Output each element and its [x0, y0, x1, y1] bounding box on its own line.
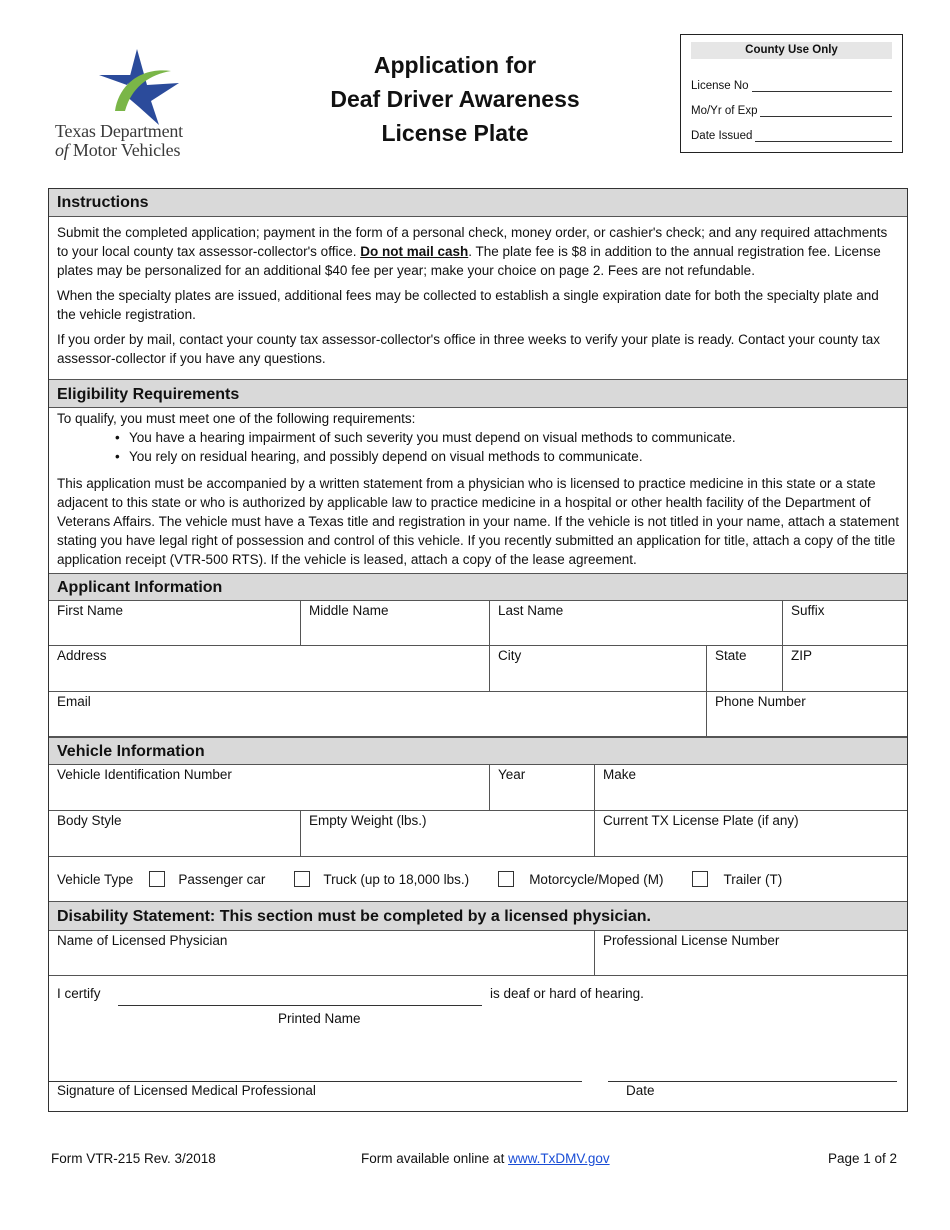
- logo-text: [55, 121, 225, 159]
- instructions-p1: Submit the completed application; payment in the form of a personal check, money order, or cashier's check; and any required attachments to your local county tax assessor-collector's office. Do not mail cash. The plate fee is $8 in addition to the annual registration fee. License plates may be personalized for an additional $40 fee per year; make your choice on page 2. Fees are not refundable.: [57, 225, 888, 278]
- printed-name-line[interactable]: [118, 1005, 482, 1006]
- applicant-row-name: [49, 601, 907, 646]
- county-date-issued[interactable]: Date Issued: [691, 117, 892, 142]
- certify-label: I certify: [57, 986, 101, 1001]
- signature-line[interactable]: [49, 1081, 582, 1082]
- vehicle-type-label: Vehicle Type: [57, 871, 134, 887]
- body-style-field[interactable]: Body Style: [49, 811, 301, 856]
- star-icon: [55, 45, 225, 125]
- vehicle-row-1: [49, 765, 907, 811]
- certification-section: [49, 976, 907, 1111]
- vin-field[interactable]: Vehicle Identification Number: [49, 765, 490, 810]
- eligibility-body: [49, 408, 907, 573]
- instructions-p2: When the specialty plates are issued, additional fees may be collected to establish a single expiration date for both the specialty plate and the vehicle registration.: [57, 288, 879, 322]
- city-field[interactable]: City: [490, 646, 707, 691]
- logo-line-1: Texas Department: [55, 121, 183, 141]
- application-form: [48, 188, 908, 1112]
- date-line[interactable]: [608, 1081, 897, 1082]
- last-name-field[interactable]: Last Name: [490, 601, 783, 645]
- county-use-box: [680, 34, 903, 153]
- disability-heading: Disability Statement: This section must be completed by a licensed physician.: [49, 902, 907, 931]
- page-title: [295, 48, 615, 150]
- current-plate-field[interactable]: Current TX License Plate (if any): [603, 813, 799, 828]
- physician-name-field[interactable]: Name of Licensed Physician: [49, 931, 595, 975]
- instructions-heading: Instructions: [49, 189, 907, 217]
- date-label: Date: [626, 1083, 655, 1098]
- state-field[interactable]: State: [707, 646, 783, 691]
- txdmv-logo: [55, 45, 225, 165]
- motorcycle-label: Motorcycle/Moped (M): [529, 871, 664, 887]
- county-use-heading: County Use Only: [691, 42, 892, 59]
- eligibility-list: [115, 428, 899, 466]
- physician-row: [49, 931, 907, 976]
- eligibility-heading: Eligibility Requirements: [49, 379, 907, 408]
- passenger-car-label: Passenger car: [178, 871, 266, 887]
- empty-weight-field[interactable]: Empty Weight (lbs.): [301, 811, 595, 856]
- make-field[interactable]: Make: [603, 767, 637, 782]
- suffix-field[interactable]: Suffix: [791, 603, 825, 618]
- first-name-field[interactable]: First Name: [49, 601, 301, 645]
- truck-label: Truck (up to 18,000 lbs.): [323, 871, 470, 887]
- applicant-row-contact: [49, 692, 907, 737]
- online-notice: Form available online at www.TxDMV.gov: [361, 1151, 610, 1166]
- page-number: Page 1 of 2: [828, 1151, 898, 1166]
- county-exp-date[interactable]: Mo/Yr of Exp: [691, 92, 892, 117]
- trailer-label: Trailer (T): [723, 871, 783, 887]
- zip-field[interactable]: ZIP: [791, 648, 813, 663]
- printed-name-label: Printed Name: [278, 1011, 361, 1026]
- vehicle-heading: Vehicle Information: [49, 737, 907, 765]
- truck-checkbox[interactable]: [294, 871, 310, 887]
- txdmv-link[interactable]: www.TxDMV.gov: [508, 1151, 610, 1166]
- form-number: Form VTR-215 Rev. 3/2018: [51, 1151, 216, 1166]
- title-line-1: Application for: [373, 52, 537, 78]
- applicant-heading: Applicant Information: [49, 573, 907, 601]
- trailer-checkbox[interactable]: [692, 871, 708, 887]
- eligibility-bullet: • You rely on residual hearing, and possibly depend on visual methods to communicate.: [115, 447, 899, 466]
- certify-suffix: is deaf or hard of hearing.: [490, 986, 644, 1001]
- instructions-body: [49, 217, 907, 379]
- county-license-no[interactable]: License No: [691, 67, 892, 92]
- phone-field[interactable]: Phone Number: [715, 694, 806, 709]
- logo-line-2: of Motor Vehicles: [55, 140, 181, 160]
- year-field[interactable]: Year: [490, 765, 595, 810]
- applicant-row-address: [49, 646, 907, 692]
- address-field[interactable]: Address: [49, 646, 490, 691]
- title-line-3: License Plate: [381, 120, 529, 146]
- signature-label: Signature of Licensed Medical Professional: [57, 1083, 316, 1098]
- email-field[interactable]: Email: [49, 692, 707, 736]
- instructions-p3: If you order by mail, contact your county tax assessor-collector's office in three weeks to verify your plate is ready. Contact your county tax assessor-collector if you have any questions.: [57, 332, 880, 366]
- eligibility-intro: To qualify, you must meet one of the following requirements:: [57, 411, 416, 426]
- middle-name-field[interactable]: Middle Name: [301, 601, 490, 645]
- title-line-2: Deaf Driver Awareness: [330, 86, 580, 112]
- eligibility-bullet: • You have a hearing impairment of such severity you must depend on visual methods to communicate.: [115, 428, 899, 447]
- vehicle-type-row: [49, 857, 907, 902]
- license-number-field[interactable]: Professional License Number: [603, 933, 780, 948]
- motorcycle-checkbox[interactable]: [498, 871, 514, 887]
- passenger-car-checkbox[interactable]: [149, 871, 165, 887]
- vehicle-row-2: [49, 811, 907, 857]
- eligibility-paragraph: This application must be accompanied by a written statement from a physician who is licensed to practice medicine in this state or a state adjacent to this state or who is authorized by applicable law to practice medicine in a hospital or other health facility of the Department of Veterans Affairs. The vehicle must have a Texas title and registration in your name. If the vehicle is not titled in your name, attach a statement stating you have legal right of possession and control of this vehicle. If you recently submitted an application for title, attach a copy of the title application receipt (VTR-500 RTS). If the vehicle is leased, attach a copy of the lease agreement.: [57, 476, 899, 567]
